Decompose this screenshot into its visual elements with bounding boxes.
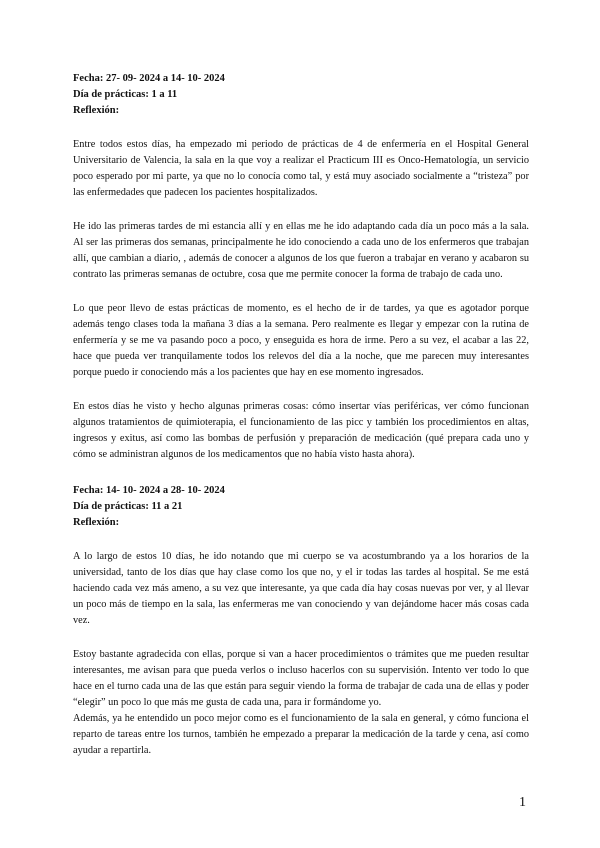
paragraph: Entre todos estos días, ha empezado mi periodo de prácticas de 4 de enfermería en el Hospital General Universitario de Valencia, la sala en la que voy a realizar el Practicum III es Onco-Hematología, un servicio poco esperado por mi parte, ya que no lo conocía como tal, y está muy asociado socialmente a “tristeza” por las enfermedades que padecen los pacientes hospitalizados. bbox=[73, 139, 529, 198]
paragraph: Estoy bastante agradecida con ellas, porque si van a hacer procedimientos o trámites que me pueden resultar interesantes, me avisan para que pueda verlos o incluso hacerlos con su supervisión. Intento ver todo lo que hace en el turno cada una de las que están para seguir viendo la forma de trabajar de cada una de ellas y poder “elegir” un poco lo que más me gusta de cada una, para ir formándome yo. bbox=[73, 649, 529, 708]
section-date-range: Fecha: 14- 10- 2024 a 28- 10- 2024 bbox=[73, 485, 225, 496]
section-reflection-label: Reflexión: bbox=[73, 105, 120, 116]
page-number: 1 bbox=[519, 795, 526, 810]
section-practice-days: Día de prácticas: 11 a 21 bbox=[73, 501, 183, 512]
reflection-section-1 bbox=[73, 71, 529, 463]
paragraph: Lo que peor llevo de estas prácticas de momento, es el hecho de ir de tardes, ya que es agotador porque además tengo clases toda la mañana 3 días a la semana. Pero realmente es llegar y empezar con la rutina de enfermería y se me va pasando poco a poco, y enseguida es hora de irme. Pero a su vez, el acabar a las 22, hace que pueda ver tranquilamente todos los relevos del día a la noche, que me parecen muy interesantes porque puedo ir conociendo más a los pacientes que hay en ese momento ingresados. bbox=[73, 303, 529, 378]
paragraph: A lo largo de estos 10 días, he ido notando que mi cuerpo se va acostumbrando ya a los horarios de la universidad, tanto de los días que hay clase como los que no, y el ir todas las tardes al hospital. Se me está haciendo cada vez más ameno, a su vez que interesante, ya que cada día hay cosas nuevas por ver, y al llevar un poco más de tiempo en la sala, las enfermeras me van conociendo y van dejándome hacer más cosas cada vez. bbox=[73, 551, 529, 626]
paragraph: En estos días he visto y hecho algunas primeras cosas: cómo insertar vías periféricas, ver cómo funcionan algunos tratamientos de quimioterapia, el funcionamiento de las picc y también los procedimientos en altas, ingresos y exitus, así como las bombas de perfusión y preparación de medicación (qué prepara cada uno y cómo se administran algunos de los medicamentos que no había visto hasta ahora). bbox=[73, 401, 529, 460]
paragraph: Además, ya he entendido un poco mejor como es el funcionamiento de la sala en general, y cómo funciona el reparto de tareas entre los turnos, también he empezado a preparar la medicación de la tarde y cena, así como ayudar a repartirla. bbox=[73, 713, 529, 756]
section-practice-days: Día de prácticas: 1 a 11 bbox=[73, 89, 178, 100]
reflection-section-2 bbox=[73, 483, 529, 759]
section-reflection-label: Reflexión: bbox=[73, 517, 120, 528]
paragraph: He ido las primeras tardes de mi estancia allí y en ellas me he ido adaptando cada día un poco más a la sala. Al ser las primeras dos semanas, principalmente he ido conociendo a cada uno de los enfermeros que trabajan allí, que cambian a diario, , además de conocer a algunos de los que fueron a trabajar en verano y acabaron su contrato las primeras semanas de octubre, cosa que me permite conocer la forma de trabajo de cada uno. bbox=[73, 221, 529, 280]
document-body bbox=[73, 71, 529, 759]
section-date-range: Fecha: 27- 09- 2024 a 14- 10- 2024 bbox=[73, 73, 225, 84]
